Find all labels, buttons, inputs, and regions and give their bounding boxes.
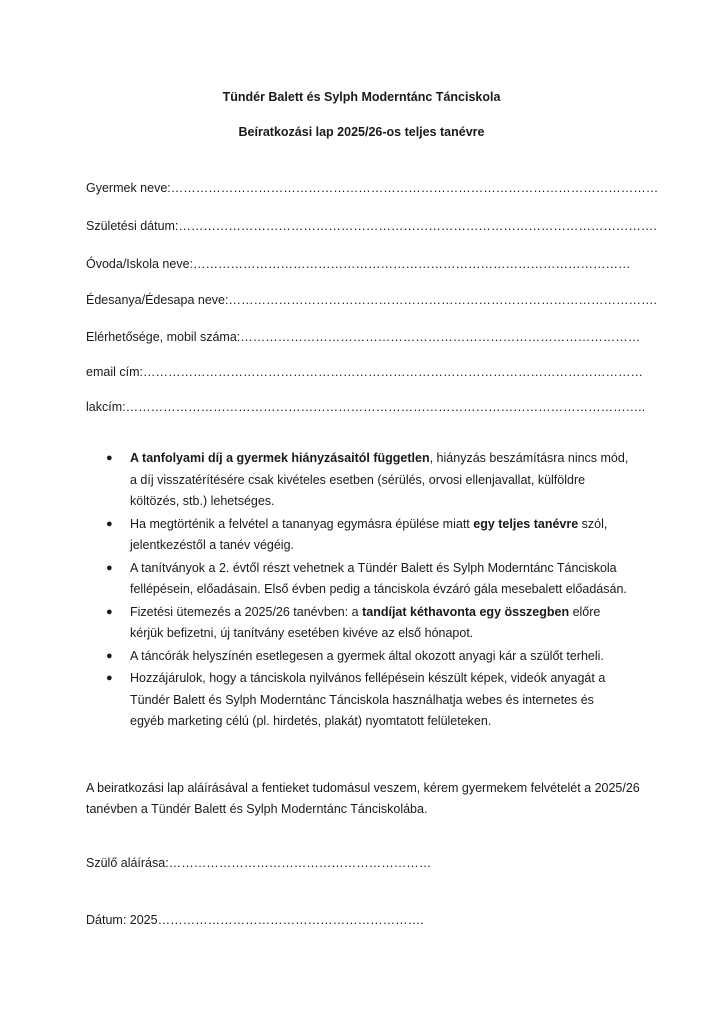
bold-text: egy teljes tanévre bbox=[473, 516, 579, 531]
field-email bbox=[86, 365, 643, 379]
item-text: A táncórák helyszínén esetlegesen a gyermek által okozott anyagi kár a szülőt terheli. bbox=[130, 648, 604, 663]
list-item bbox=[86, 558, 631, 601]
field-label: Születési dátum: bbox=[86, 219, 179, 233]
bullet-icon: ● bbox=[106, 517, 113, 530]
closing-paragraph: A beiratkozási lap aláírásával a fentieket tudomásul veszem, kérem gyermekem felvételét a 2025/26 tanévben a Tündér Balett és Sylph Moderntánc Tánciskolába. bbox=[86, 781, 640, 816]
bullet-icon: ● bbox=[106, 649, 113, 662]
list-item bbox=[86, 602, 631, 645]
field-dots: …………………………………………………………………………………… bbox=[240, 330, 641, 344]
school-name: Tündér Balett és Sylph Moderntánc Tánciskola bbox=[222, 90, 501, 104]
field-address bbox=[86, 400, 646, 414]
date-label: Dátum: 2025 bbox=[86, 913, 158, 927]
field-dots: …………………………………………………………………………………………. bbox=[228, 293, 657, 307]
signature-label: Szülő aláírása: bbox=[86, 856, 169, 870]
item-text: , hiányzás beszámításra nincs mód, a díj visszatérítésére csak kivételes esetben (sérülés, orvosi ellenjavallat, külföldre költözés, stb.) lehetséges. bbox=[130, 451, 629, 508]
bold-text: tandíjat kéthavonta egy összegben bbox=[362, 604, 570, 619]
date-line bbox=[86, 913, 424, 927]
field-child-name bbox=[86, 181, 659, 195]
field-phone bbox=[86, 330, 641, 344]
field-label: Elérhetősége, mobil száma: bbox=[86, 330, 241, 344]
date-dots: ………………………………………………………. bbox=[157, 913, 424, 927]
item-text-pre: Fizetési ütemezés a 2025/26 tanévben: a bbox=[130, 604, 363, 619]
bullet-icon: ● bbox=[106, 561, 113, 574]
parent-signature-line bbox=[86, 856, 431, 870]
field-dots: ………………………………………………………………………………………………………… bbox=[142, 365, 643, 379]
item-text: A tanítványok a 2. évtől részt vehetnek a Tündér Balett és Sylph Moderntánc Tánciskola fellépésein, előadásain. Első évben pedig a tánciskola évzáró gála mesebalett előadásán. bbox=[130, 560, 627, 596]
item-text: Hozzájárulok, hogy a tánciskola nyilvános fellépésein készült képek, videók anyagát a Tündér Balett és Sylph Moderntánc Tánciskola használhatja webes és internetes és egyéb marketing célú (pl. hirdetés, plakát) nyomtatott felületeken. bbox=[130, 671, 606, 728]
bold-text: A tanfolyami díj a gyermek hiányzásaitól független bbox=[130, 451, 430, 465]
field-parent-name bbox=[86, 293, 657, 307]
list-item bbox=[86, 448, 631, 513]
bullet-icon: ● bbox=[106, 605, 113, 618]
item-text-pre: Ha megtörténik a felvétel a tananyag egymásra épülése miatt bbox=[130, 516, 474, 531]
item-text: előre kérjük befizetni, új tanítvány esetében kivéve az első hónapot. bbox=[130, 604, 601, 640]
field-label: Óvoda/Iskola neve: bbox=[86, 257, 194, 271]
signature-dots: ……………………………………………………… bbox=[168, 856, 432, 870]
terms-list bbox=[86, 448, 631, 734]
bullet-icon: ● bbox=[106, 672, 113, 684]
field-label: lakcím: bbox=[86, 400, 126, 414]
field-label: Gyermek neve: bbox=[86, 181, 171, 195]
list-item bbox=[86, 668, 631, 733]
field-dots: …………………………………………………………………………………………… bbox=[193, 257, 631, 271]
field-birth-date bbox=[86, 219, 657, 233]
form-title: Beíratkozási lap 2025/26-os teljes tanévre bbox=[238, 125, 485, 139]
bullet-icon: ● bbox=[106, 452, 113, 464]
field-dots: …………………………………………………………………………………………………………….. bbox=[125, 400, 646, 414]
field-dots: ……………………………………………………………………………………………………. bbox=[178, 219, 657, 233]
field-label: email cím: bbox=[86, 365, 143, 379]
list-item bbox=[86, 646, 631, 668]
field-label: Édesanya/Édesapa neve: bbox=[86, 293, 229, 307]
item-text: szól, jelentkezéstől a tanév végéig. bbox=[130, 516, 608, 552]
field-dots: ……………………………………………………………………………………………………… bbox=[170, 181, 659, 195]
list-item bbox=[86, 514, 631, 557]
field-school-name bbox=[86, 257, 631, 271]
